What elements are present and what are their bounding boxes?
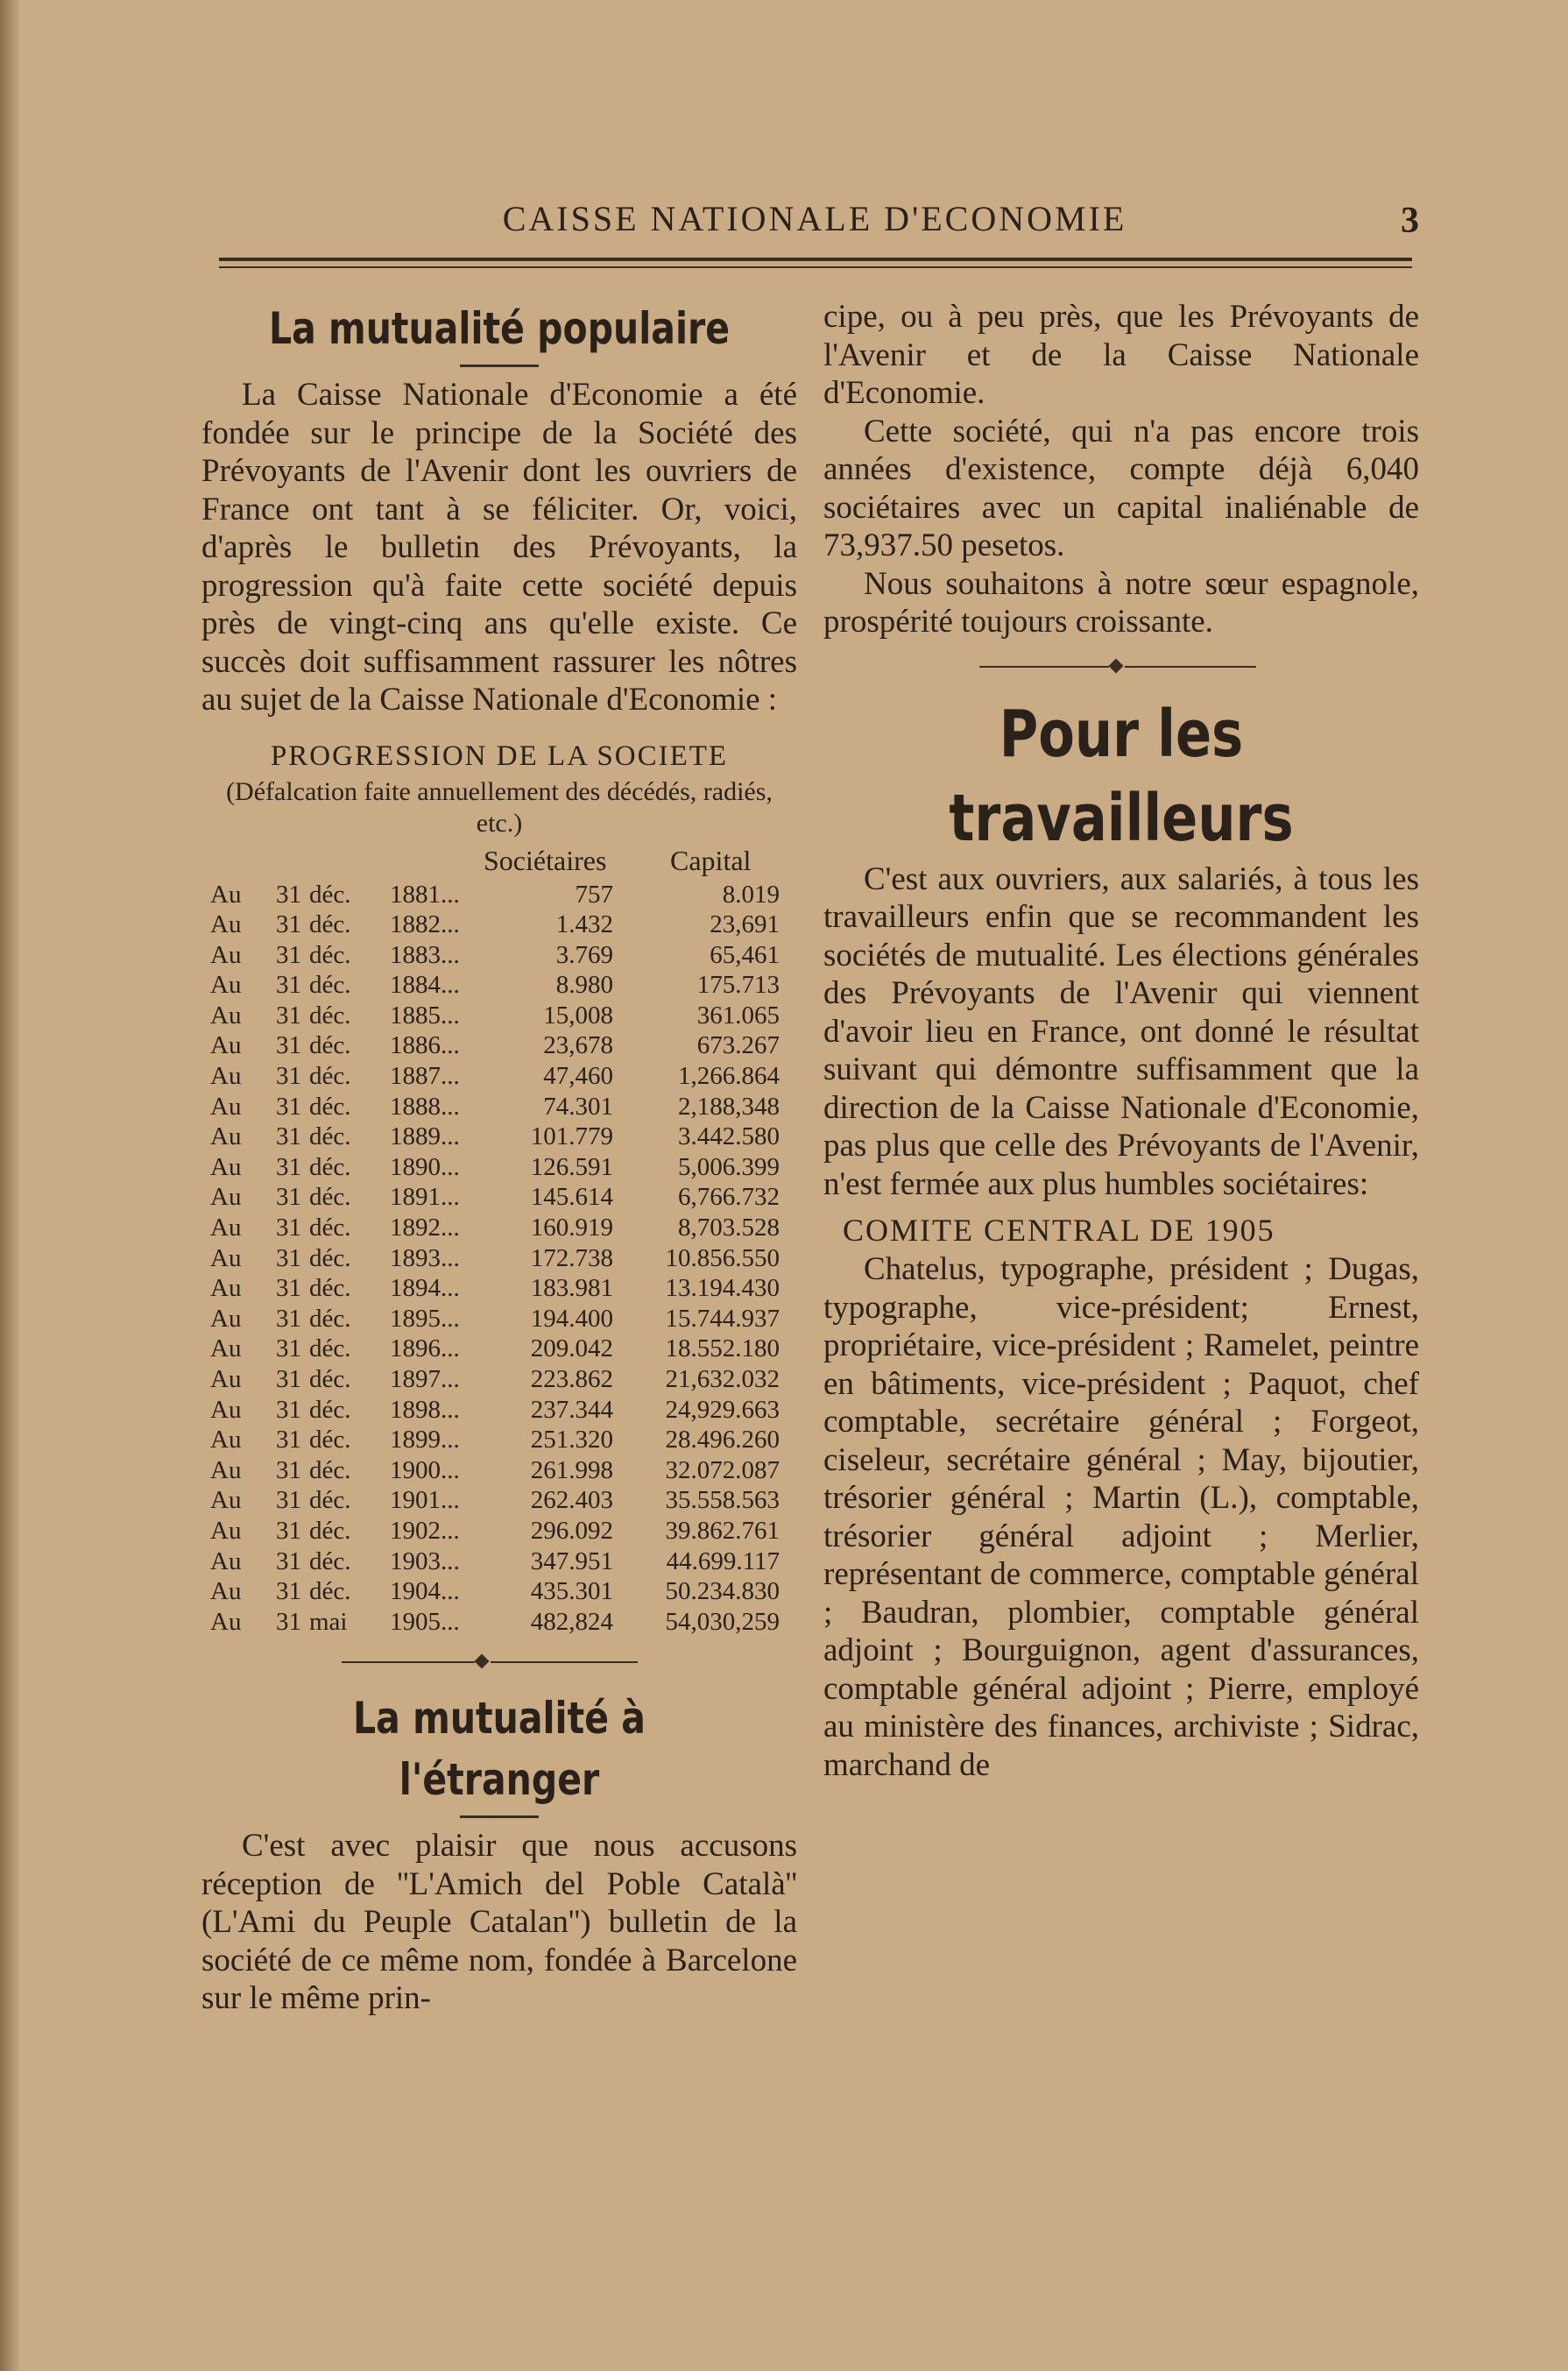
cell-year: 1901... (390, 1486, 460, 1515)
cell-month: déc. (309, 1304, 351, 1333)
cell-month: déc. (309, 1546, 351, 1575)
cell-day: 31 (276, 880, 301, 909)
cell-societaires: 74.301 (543, 1092, 613, 1121)
cell-societaires: 482,824 (530, 1607, 613, 1636)
table-row (201, 1030, 797, 1061)
table-header (201, 845, 797, 880)
table-row (201, 1364, 797, 1395)
cell-capital: 50.234.830 (665, 1577, 780, 1606)
header-rule-thin (219, 266, 1412, 268)
cell-au: Au (210, 1183, 242, 1212)
table-row (201, 1152, 797, 1183)
cell-year: 1893... (390, 1243, 460, 1272)
article-paragraph: C'est aux ouvriers, aux salariés, à tous les travailleurs enfin que se recommandent les sociétés de mutualité. Les élections générales des Prévoyants de l'Avenir qui viennent d'avoir lieu en France, ont donné le résultat suivant qui démontre suffisamment que la direction de la Caisse Nationale d'Economie, pas plus que celle des Prévoyants de l'Avenir, n'est fermée aux plus humbles sociétaires: (823, 860, 1419, 1202)
table-row (201, 1546, 797, 1577)
cell-capital: 15.744.937 (665, 1304, 780, 1333)
cell-societaires: 209.042 (530, 1334, 613, 1363)
cell-month: déc. (309, 1426, 351, 1454)
cell-capital: 13.194.430 (665, 1274, 780, 1303)
cell-societaires: 296.092 (530, 1516, 613, 1545)
cell-capital: 6,766.732 (678, 1183, 780, 1212)
cell-year: 1885... (390, 1001, 460, 1030)
cell-year: 1896... (390, 1334, 460, 1363)
cell-capital: 8.019 (722, 880, 780, 909)
cell-year: 1894... (390, 1274, 460, 1303)
header-rule (219, 258, 1412, 261)
cell-day: 31 (276, 1577, 301, 1606)
cell-capital: 32.072.087 (665, 1455, 780, 1484)
cell-day: 31 (276, 1062, 301, 1091)
cell-year: 1902... (390, 1516, 460, 1545)
cell-au: Au (210, 1365, 242, 1393)
cell-month: déc. (309, 971, 351, 1000)
cell-month: déc. (309, 1183, 351, 1212)
table-row (201, 1273, 797, 1304)
cell-au: Au (210, 1122, 242, 1151)
cell-day: 31 (276, 1183, 301, 1212)
cell-day: 31 (276, 1031, 301, 1060)
cell-au: Au (210, 1607, 242, 1636)
section-ornament (823, 654, 1419, 680)
cell-year: 1886... (390, 1031, 460, 1060)
cell-societaires: 15,008 (543, 1001, 613, 1030)
cell-month: déc. (309, 1092, 351, 1121)
cell-month: déc. (309, 1455, 351, 1484)
cell-capital: 28.496.260 (665, 1426, 780, 1454)
cell-month: déc. (309, 1516, 351, 1545)
cell-societaires: 435.301 (530, 1577, 613, 1606)
cell-capital: 23,691 (710, 910, 780, 939)
cell-au: Au (210, 1001, 242, 1030)
table-row (201, 1213, 797, 1243)
cell-au: Au (210, 1214, 242, 1242)
page-edge (0, 0, 19, 2371)
cell-year: 1881... (390, 880, 460, 909)
cell-au: Au (210, 1395, 242, 1424)
cell-societaires: 194.400 (530, 1304, 613, 1333)
cell-societaires: 237.344 (530, 1395, 613, 1424)
ornament-diamond (475, 1654, 490, 1669)
progression-table (201, 880, 797, 1638)
page-number: 3 (1401, 201, 1419, 241)
table-row (201, 1243, 797, 1274)
cell-societaires: 145.614 (530, 1183, 613, 1212)
cell-capital: 21,632.032 (665, 1365, 780, 1393)
cell-year: 1899... (390, 1426, 460, 1454)
cell-day: 31 (276, 1486, 301, 1515)
article-title-travailleurs: Pour les travailleurs (949, 696, 1294, 856)
cell-year: 1883... (390, 940, 460, 969)
cell-year: 1891... (390, 1183, 460, 1212)
cell-year: 1888... (390, 1092, 460, 1121)
cell-au: Au (210, 1334, 242, 1363)
cell-day: 31 (276, 1334, 301, 1363)
cell-year: 1882... (390, 910, 460, 939)
cell-day: 31 (276, 1426, 301, 1454)
cell-au: Au (210, 1486, 242, 1515)
cell-month: déc. (309, 1395, 351, 1424)
ornament-line-right (1125, 666, 1256, 668)
table-row (201, 1607, 797, 1638)
continued-paragraph: cipe, ou à peu près, que les Prévoyants de l'Avenir et de la Caisse Nationale d'Economie. (823, 299, 1419, 411)
table-row (201, 1485, 797, 1516)
cell-day: 31 (276, 1274, 301, 1303)
cell-day: 31 (276, 1546, 301, 1575)
column-header-societaires: Sociétaires (484, 844, 607, 876)
cell-societaires: 126.591 (530, 1152, 613, 1181)
cell-year: 1900... (390, 1455, 460, 1484)
cell-day: 31 (276, 1304, 301, 1333)
cell-day: 31 (276, 1152, 301, 1181)
article-paragraph: C'est avec plaisir que nous accusons réception de ''L'Amich del Poble Català'' (L'Ami du Peuple Catalan'') bulletin de la société de ce même nom, fondée à Barcelone sur le même prin- (201, 1828, 797, 2017)
table-row (201, 1122, 797, 1152)
cell-month: déc. (309, 880, 351, 909)
ornament-diamond (1109, 658, 1124, 673)
cell-capital: 3.442.580 (678, 1122, 780, 1151)
cell-year: 1898... (390, 1395, 460, 1424)
cell-au: Au (210, 1243, 242, 1272)
committee-list: Chatelus, typographe, président ; Dugas, typographe, vice-président; Ernest, propriétaire, vice-président ; Ramelet, peintre en bâtiments, vice-président ; Paquot, chef comptable, secrétaire général ; Forgeot, ciseleur, secrétaire général ; May, bijoutier, trésorier général ; Martin (L.), comptable, trésorier général adjoint ; Merlier, représentant de commerce, comptable général ; Baudran, plombier, comptable général adjoint ; Bourguignon, agent d'assurances, comptable général adjoint ; Pierre, employé au ministère des finances, archiviste ; Sidrac, marchand de (823, 1251, 1419, 1783)
cell-societaires: 47,460 (543, 1062, 613, 1091)
cell-capital: 35.558.563 (665, 1486, 780, 1515)
cell-au: Au (210, 1304, 242, 1333)
cell-capital: 8,703.528 (678, 1214, 780, 1242)
cell-societaires: 172.738 (530, 1243, 613, 1272)
cell-year: 1897... (390, 1365, 460, 1393)
cell-year: 1895... (390, 1304, 460, 1333)
cell-year: 1892... (390, 1214, 460, 1242)
cell-capital: 361.065 (696, 1001, 780, 1030)
cell-capital: 39.862.761 (665, 1516, 780, 1545)
cell-month: mai (309, 1607, 348, 1636)
cell-societaires: 23,678 (543, 1031, 613, 1060)
cell-capital: 175.713 (696, 971, 780, 1000)
running-head (219, 198, 1419, 251)
cell-capital: 5,006.399 (678, 1152, 780, 1181)
table-row (201, 1001, 797, 1031)
cell-au: Au (210, 971, 242, 1000)
cell-month: déc. (309, 1214, 351, 1242)
cell-societaires: 1.432 (555, 910, 613, 939)
cell-day: 31 (276, 940, 301, 969)
title-underline (460, 1815, 539, 1818)
cell-day: 31 (276, 1516, 301, 1545)
cell-month: déc. (309, 1334, 351, 1363)
ornament-line-right (491, 1661, 638, 1663)
cell-month: déc. (309, 1062, 351, 1091)
cell-year: 1889... (390, 1122, 460, 1151)
table-row (201, 1182, 797, 1213)
table-row (201, 909, 797, 940)
cell-societaires: 262.403 (530, 1486, 613, 1515)
cell-day: 31 (276, 910, 301, 939)
cell-day: 31 (276, 1395, 301, 1424)
cell-societaires: 160.919 (530, 1214, 613, 1242)
table-row (201, 1061, 797, 1092)
cell-societaires: 3.769 (555, 940, 613, 969)
cell-capital: 54,030,259 (665, 1607, 780, 1636)
table-row (201, 1425, 797, 1455)
cell-societaires: 757 (575, 880, 613, 909)
table-note: (Défalcation faite annuellement des décédés, radiés, etc.) (226, 776, 773, 838)
table-row (201, 970, 797, 1001)
cell-au: Au (210, 1031, 242, 1060)
column-header-capital: Capital (670, 844, 752, 876)
table-row (201, 1334, 797, 1364)
cell-day: 31 (276, 971, 301, 1000)
cell-capital: 10.856.550 (665, 1243, 780, 1272)
cell-day: 31 (276, 1001, 301, 1030)
cell-au: Au (210, 1062, 242, 1091)
ornament-line-left (979, 666, 1109, 668)
cell-month: déc. (309, 1243, 351, 1272)
title-underline (460, 364, 539, 367)
table-row (201, 1304, 797, 1334)
cell-societaires: 251.320 (530, 1426, 613, 1454)
cell-au: Au (210, 1152, 242, 1181)
cell-capital: 44.699.117 (666, 1546, 780, 1575)
section-ornament (201, 1649, 797, 1675)
table-row (201, 1092, 797, 1122)
table-title: PROGRESSION DE LA SOCIETE (270, 740, 729, 772)
table-row (201, 1576, 797, 1607)
table-row (201, 1455, 797, 1486)
article-paragraph: Cette société, qui n'a pas encore trois années d'existence, compte déjà 6,040 sociétaires avec un capital inaliénable de 73,937.50 pesetos. (823, 413, 1419, 563)
cell-societaires: 223.862 (530, 1365, 613, 1393)
cell-month: déc. (309, 1577, 351, 1606)
cell-month: déc. (309, 1274, 351, 1303)
cell-au: Au (210, 1516, 242, 1545)
cell-day: 31 (276, 1243, 301, 1272)
cell-au: Au (210, 1426, 242, 1454)
cell-year: 1903... (390, 1546, 460, 1575)
cell-year: 1884... (390, 971, 460, 1000)
cell-day: 31 (276, 1455, 301, 1484)
cell-capital: 673.267 (696, 1031, 780, 1060)
cell-au: Au (210, 910, 242, 939)
cell-au: Au (210, 880, 242, 909)
cell-year: 1905... (390, 1607, 460, 1636)
cell-societaires: 183.981 (530, 1274, 613, 1303)
cell-societaires: 101.779 (530, 1122, 613, 1151)
cell-societaires: 347.951 (530, 1546, 613, 1575)
cell-year: 1890... (390, 1152, 460, 1181)
cell-capital: 24,929.663 (665, 1395, 780, 1424)
cell-year: 1887... (390, 1062, 460, 1091)
cell-day: 31 (276, 1122, 301, 1151)
cell-month: déc. (309, 910, 351, 939)
cell-day: 31 (276, 1092, 301, 1121)
cell-month: déc. (309, 1486, 351, 1515)
cell-capital: 18.552.180 (665, 1334, 780, 1363)
article-title-mutualite-populaire: La mutualité populaire (268, 303, 731, 354)
cell-month: déc. (309, 1122, 351, 1151)
right-column (823, 298, 1419, 1784)
committee-title: COMITE CENTRAL DE 1905 (843, 1213, 1275, 1248)
table-row (201, 880, 797, 910)
table-row (201, 1516, 797, 1546)
cell-month: déc. (309, 940, 351, 969)
cell-capital: 2,188,348 (678, 1092, 780, 1121)
cell-month: déc. (309, 1365, 351, 1393)
cell-day: 31 (276, 1214, 301, 1242)
article-title-mutualite-etranger: La mutualité à l'étranger (353, 1693, 646, 1806)
ornament-line-left (342, 1661, 475, 1663)
running-title: CAISSE NATIONALE D'ECONOMIE (502, 199, 1127, 238)
table-row (201, 1395, 797, 1426)
cell-day: 31 (276, 1607, 301, 1636)
cell-day: 31 (276, 1365, 301, 1393)
cell-month: déc. (309, 1001, 351, 1030)
cell-capital: 1,266.864 (678, 1062, 780, 1091)
cell-au: Au (210, 1274, 242, 1303)
cell-month: déc. (309, 1031, 351, 1060)
cell-au: Au (210, 940, 242, 969)
article-paragraph: Nous souhaitons à notre sœur espagnole, prospérité toujours croissante. (823, 565, 1419, 640)
cell-au: Au (210, 1455, 242, 1484)
article-paragraph: La Caisse Nationale d'Economie a été fondée sur le principe de la Société des Prévoyants de l'Avenir dont les ouvriers de France ont tant à se féliciter. Or, voici, d'après le bulletin des Prévoyants, la progression qu'à faite cette société depuis près de vingt-cinq ans qu'elle existe. Ce succès doit suffisamment rassurer les nôtres au sujet de la Caisse Nationale d'Economie : (201, 377, 797, 718)
cell-au: Au (210, 1577, 242, 1606)
cell-societaires: 261.998 (530, 1455, 613, 1484)
left-column (201, 298, 797, 2018)
cell-au: Au (210, 1546, 242, 1575)
cell-societaires: 8.980 (555, 971, 613, 1000)
cell-month: déc. (309, 1152, 351, 1181)
table-row (201, 940, 797, 971)
cell-au: Au (210, 1092, 242, 1121)
cell-capital: 65,461 (710, 940, 780, 969)
cell-year: 1904... (390, 1577, 460, 1606)
